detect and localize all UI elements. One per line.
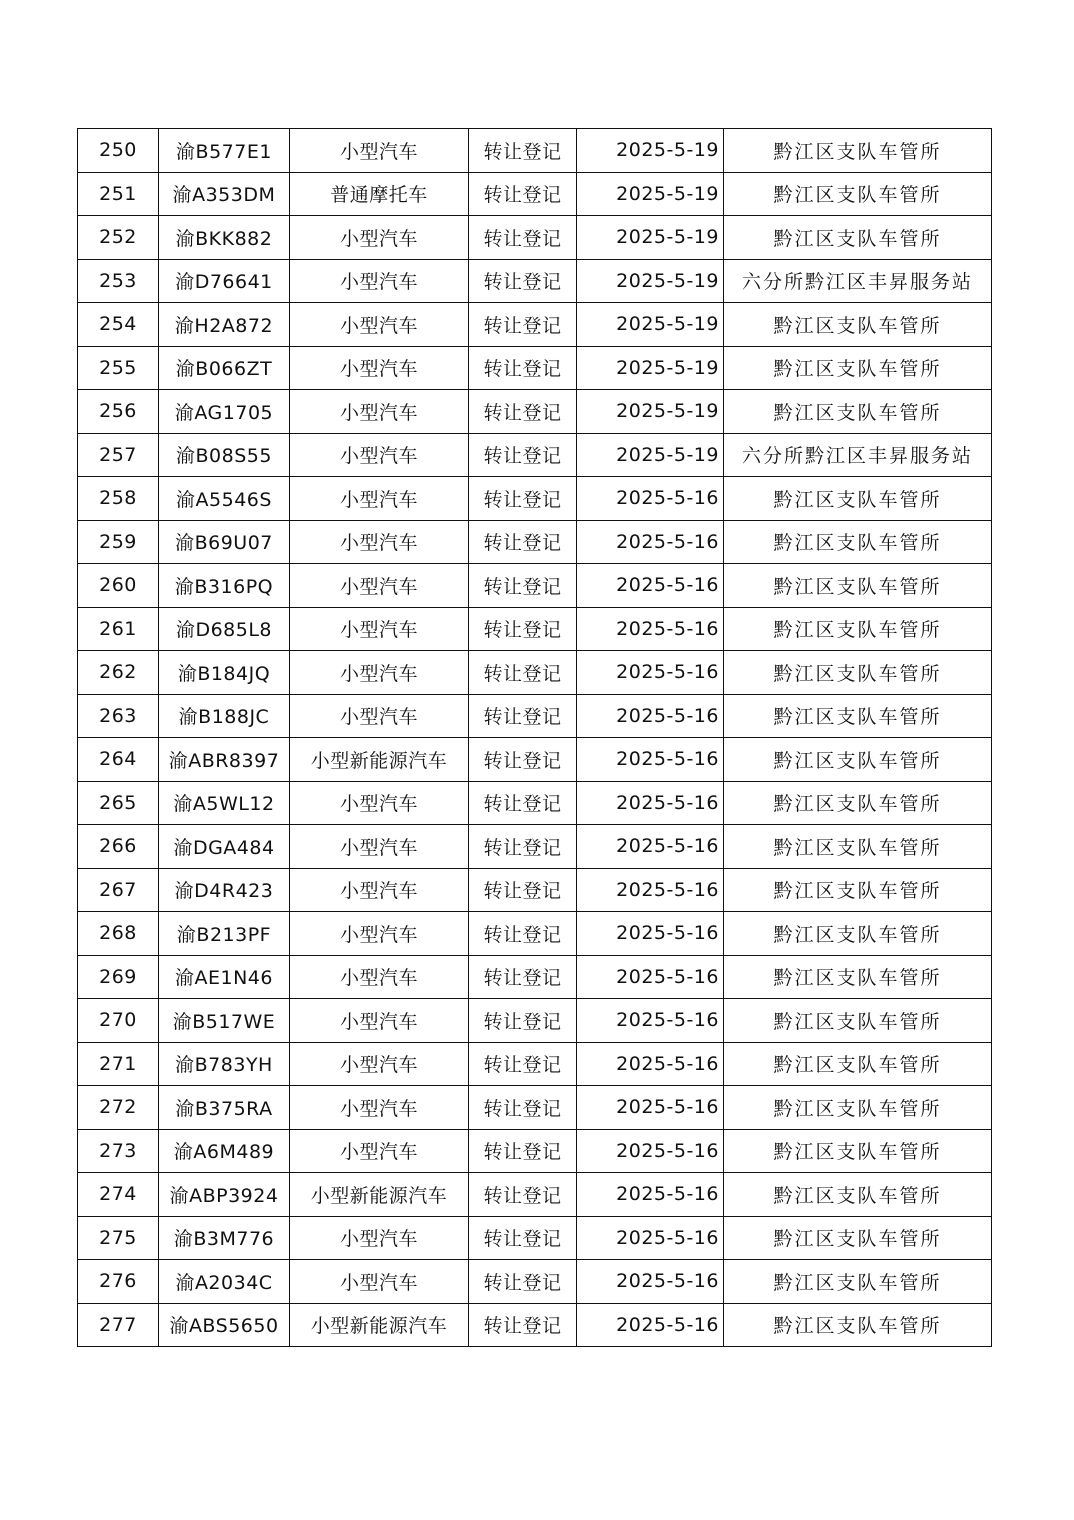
row-number-cell: 251 (78, 172, 159, 216)
handling-office-cell: 黔江区支队车管所 (724, 1042, 992, 1086)
row-number-cell: 258 (78, 477, 159, 521)
row-number-cell: 269 (78, 955, 159, 999)
registration-date-cell: 2025-5-16 (577, 1216, 724, 1260)
registration-date-cell: 2025-5-16 (577, 999, 724, 1043)
business-type-cell: 转让登记 (469, 825, 577, 869)
vehicle-type-cell: 小型新能源汽车 (290, 738, 469, 782)
business-type-cell: 转让登记 (469, 607, 577, 651)
vehicle-type-cell: 小型汽车 (290, 1260, 469, 1304)
vehicle-type-cell: 小型汽车 (290, 868, 469, 912)
row-number-cell: 271 (78, 1042, 159, 1086)
table-row (78, 1086, 992, 1130)
table-body (78, 129, 992, 1347)
vehicle-type-cell: 小型汽车 (290, 1086, 469, 1130)
business-type-cell: 转让登记 (469, 781, 577, 825)
plate-number-cell: 渝B316PQ (159, 564, 290, 608)
business-type-cell: 转让登记 (469, 1260, 577, 1304)
handling-office-cell: 黔江区支队车管所 (724, 912, 992, 956)
row-number-cell: 264 (78, 738, 159, 782)
plate-number-cell: 渝B69U07 (159, 520, 290, 564)
handling-office-cell: 黔江区支队车管所 (724, 172, 992, 216)
row-number-cell: 270 (78, 999, 159, 1043)
vehicle-type-cell: 小型汽车 (290, 1216, 469, 1260)
business-type-cell: 转让登记 (469, 1129, 577, 1173)
plate-number-cell: 渝AG1705 (159, 390, 290, 434)
row-number-cell: 267 (78, 868, 159, 912)
handling-office-cell: 黔江区支队车管所 (724, 346, 992, 390)
table-row (78, 129, 992, 173)
table-row (78, 390, 992, 434)
business-type-cell: 转让登记 (469, 259, 577, 303)
vehicle-type-cell: 小型汽车 (290, 781, 469, 825)
business-type-cell: 转让登记 (469, 172, 577, 216)
vehicle-type-cell: 小型汽车 (290, 303, 469, 347)
business-type-cell: 转让登记 (469, 129, 577, 173)
table-row (78, 694, 992, 738)
handling-office-cell: 六分所黔江区丰昇服务站 (724, 433, 992, 477)
business-type-cell: 转让登记 (469, 1216, 577, 1260)
business-type-cell: 转让登记 (469, 1173, 577, 1217)
registration-date-cell: 2025-5-16 (577, 694, 724, 738)
registration-date-cell: 2025-5-19 (577, 172, 724, 216)
business-type-cell: 转让登记 (469, 346, 577, 390)
handling-office-cell: 黔江区支队车管所 (724, 1086, 992, 1130)
handling-office-cell: 黔江区支队车管所 (724, 738, 992, 782)
registration-date-cell: 2025-5-16 (577, 781, 724, 825)
business-type-cell: 转让登记 (469, 1303, 577, 1347)
registration-date-cell: 2025-5-16 (577, 868, 724, 912)
registration-date-cell: 2025-5-16 (577, 912, 724, 956)
plate-number-cell: 渝B066ZT (159, 346, 290, 390)
row-number-cell: 268 (78, 912, 159, 956)
row-number-cell: 253 (78, 259, 159, 303)
plate-number-cell: 渝D76641 (159, 259, 290, 303)
table-row (78, 433, 992, 477)
vehicle-type-cell: 小型汽车 (290, 694, 469, 738)
table-row (78, 1216, 992, 1260)
plate-number-cell: 渝A6M489 (159, 1129, 290, 1173)
row-number-cell: 277 (78, 1303, 159, 1347)
handling-office-cell: 黔江区支队车管所 (724, 1216, 992, 1260)
vehicle-type-cell: 小型新能源汽车 (290, 1173, 469, 1217)
vehicle-type-cell: 小型汽车 (290, 390, 469, 434)
table-row (78, 1303, 992, 1347)
vehicle-type-cell: 小型汽车 (290, 216, 469, 260)
row-number-cell: 263 (78, 694, 159, 738)
vehicle-type-cell: 小型汽车 (290, 129, 469, 173)
registration-date-cell: 2025-5-19 (577, 129, 724, 173)
registration-date-cell: 2025-5-16 (577, 1042, 724, 1086)
registration-date-cell: 2025-5-16 (577, 1303, 724, 1347)
business-type-cell: 转让登记 (469, 477, 577, 521)
vehicle-type-cell: 小型汽车 (290, 520, 469, 564)
business-type-cell: 转让登记 (469, 390, 577, 434)
row-number-cell: 273 (78, 1129, 159, 1173)
handling-office-cell: 黔江区支队车管所 (724, 999, 992, 1043)
vehicle-type-cell: 小型新能源汽车 (290, 1303, 469, 1347)
business-type-cell: 转让登记 (469, 694, 577, 738)
table-row (78, 955, 992, 999)
plate-number-cell: 渝A5546S (159, 477, 290, 521)
table-row (78, 1042, 992, 1086)
business-type-cell: 转让登记 (469, 738, 577, 782)
table-row (78, 172, 992, 216)
registration-date-cell: 2025-5-19 (577, 259, 724, 303)
table-row (78, 303, 992, 347)
vehicle-type-cell: 小型汽车 (290, 999, 469, 1043)
row-number-cell: 261 (78, 607, 159, 651)
business-type-cell: 转让登记 (469, 999, 577, 1043)
plate-number-cell: 渝B213PF (159, 912, 290, 956)
registration-date-cell: 2025-5-16 (577, 564, 724, 608)
registration-date-cell: 2025-5-16 (577, 1086, 724, 1130)
registration-date-cell: 2025-5-16 (577, 607, 724, 651)
plate-number-cell: 渝H2A872 (159, 303, 290, 347)
plate-number-cell: 渝AE1N46 (159, 955, 290, 999)
business-type-cell: 转让登记 (469, 520, 577, 564)
handling-office-cell: 六分所黔江区丰昇服务站 (724, 259, 992, 303)
registration-date-cell: 2025-5-16 (577, 1173, 724, 1217)
plate-number-cell: 渝B517WE (159, 999, 290, 1043)
table-row (78, 607, 992, 651)
row-number-cell: 275 (78, 1216, 159, 1260)
plate-number-cell: 渝A353DM (159, 172, 290, 216)
vehicle-type-cell: 小型汽车 (290, 651, 469, 695)
plate-number-cell: 渝B783YH (159, 1042, 290, 1086)
table-row (78, 868, 992, 912)
business-type-cell: 转让登记 (469, 564, 577, 608)
row-number-cell: 262 (78, 651, 159, 695)
table-row (78, 651, 992, 695)
handling-office-cell: 黔江区支队车管所 (724, 129, 992, 173)
plate-number-cell: 渝B577E1 (159, 129, 290, 173)
registration-date-cell: 2025-5-16 (577, 651, 724, 695)
row-number-cell: 272 (78, 1086, 159, 1130)
plate-number-cell: 渝A5WL12 (159, 781, 290, 825)
registration-date-cell: 2025-5-16 (577, 477, 724, 521)
handling-office-cell: 黔江区支队车管所 (724, 607, 992, 651)
vehicle-type-cell: 小型汽车 (290, 433, 469, 477)
table-row (78, 781, 992, 825)
business-type-cell: 转让登记 (469, 955, 577, 999)
row-number-cell: 252 (78, 216, 159, 260)
plate-number-cell: 渝B188JC (159, 694, 290, 738)
handling-office-cell: 黔江区支队车管所 (724, 390, 992, 434)
handling-office-cell: 黔江区支队车管所 (724, 825, 992, 869)
plate-number-cell: 渝BKK882 (159, 216, 290, 260)
registration-date-cell: 2025-5-16 (577, 1129, 724, 1173)
handling-office-cell: 黔江区支队车管所 (724, 1129, 992, 1173)
registration-date-cell: 2025-5-19 (577, 433, 724, 477)
registration-date-cell: 2025-5-16 (577, 955, 724, 999)
table-row (78, 825, 992, 869)
table-row (78, 1260, 992, 1304)
handling-office-cell: 黔江区支队车管所 (724, 477, 992, 521)
vehicle-type-cell: 小型汽车 (290, 564, 469, 608)
handling-office-cell: 黔江区支队车管所 (724, 694, 992, 738)
plate-number-cell: 渝ABR8397 (159, 738, 290, 782)
vehicle-type-cell: 小型汽车 (290, 346, 469, 390)
plate-number-cell: 渝ABS5650 (159, 1303, 290, 1347)
table-row (78, 912, 992, 956)
vehicle-type-cell: 小型汽车 (290, 1129, 469, 1173)
handling-office-cell: 黔江区支队车管所 (724, 1260, 992, 1304)
handling-office-cell: 黔江区支队车管所 (724, 303, 992, 347)
plate-number-cell: 渝A2034C (159, 1260, 290, 1304)
handling-office-cell: 黔江区支队车管所 (724, 1173, 992, 1217)
row-number-cell: 259 (78, 520, 159, 564)
row-number-cell: 254 (78, 303, 159, 347)
table-row (78, 999, 992, 1043)
vehicle-type-cell: 小型汽车 (290, 825, 469, 869)
business-type-cell: 转让登记 (469, 216, 577, 260)
handling-office-cell: 黔江区支队车管所 (724, 955, 992, 999)
business-type-cell: 转让登记 (469, 1086, 577, 1130)
registration-date-cell: 2025-5-16 (577, 520, 724, 564)
handling-office-cell: 黔江区支队车管所 (724, 781, 992, 825)
registration-date-cell: 2025-5-19 (577, 303, 724, 347)
plate-number-cell: 渝DGA484 (159, 825, 290, 869)
vehicle-type-cell: 普通摩托车 (290, 172, 469, 216)
business-type-cell: 转让登记 (469, 1042, 577, 1086)
business-type-cell: 转让登记 (469, 868, 577, 912)
row-number-cell: 250 (78, 129, 159, 173)
business-type-cell: 转让登记 (469, 912, 577, 956)
table-row (78, 1173, 992, 1217)
plate-number-cell: 渝B3M776 (159, 1216, 290, 1260)
handling-office-cell: 黔江区支队车管所 (724, 868, 992, 912)
business-type-cell: 转让登记 (469, 433, 577, 477)
vehicle-type-cell: 小型汽车 (290, 477, 469, 521)
row-number-cell: 276 (78, 1260, 159, 1304)
table-row (78, 259, 992, 303)
handling-office-cell: 黔江区支队车管所 (724, 216, 992, 260)
table-row (78, 520, 992, 564)
row-number-cell: 274 (78, 1173, 159, 1217)
plate-number-cell: 渝B184JQ (159, 651, 290, 695)
business-type-cell: 转让登记 (469, 651, 577, 695)
row-number-cell: 257 (78, 433, 159, 477)
registration-date-cell: 2025-5-16 (577, 738, 724, 782)
plate-number-cell: 渝B08S55 (159, 433, 290, 477)
vehicle-type-cell: 小型汽车 (290, 607, 469, 651)
plate-number-cell: 渝ABP3924 (159, 1173, 290, 1217)
table-row (78, 738, 992, 782)
handling-office-cell: 黔江区支队车管所 (724, 1303, 992, 1347)
table-row (78, 564, 992, 608)
registration-date-cell: 2025-5-19 (577, 390, 724, 434)
plate-number-cell: 渝D4R423 (159, 868, 290, 912)
row-number-cell: 265 (78, 781, 159, 825)
handling-office-cell: 黔江区支队车管所 (724, 564, 992, 608)
vehicle-type-cell: 小型汽车 (290, 912, 469, 956)
vehicle-type-cell: 小型汽车 (290, 955, 469, 999)
row-number-cell: 255 (78, 346, 159, 390)
row-number-cell: 266 (78, 825, 159, 869)
table-row (78, 1129, 992, 1173)
vehicle-type-cell: 小型汽车 (290, 1042, 469, 1086)
table-row (78, 346, 992, 390)
table-row (78, 216, 992, 260)
handling-office-cell: 黔江区支队车管所 (724, 520, 992, 564)
business-type-cell: 转让登记 (469, 303, 577, 347)
vehicle-type-cell: 小型汽车 (290, 259, 469, 303)
registration-date-cell: 2025-5-19 (577, 216, 724, 260)
registration-date-cell: 2025-5-16 (577, 825, 724, 869)
registration-date-cell: 2025-5-16 (577, 1260, 724, 1304)
plate-number-cell: 渝B375RA (159, 1086, 290, 1130)
plate-number-cell: 渝D685L8 (159, 607, 290, 651)
registration-date-cell: 2025-5-19 (577, 346, 724, 390)
row-number-cell: 260 (78, 564, 159, 608)
handling-office-cell: 黔江区支队车管所 (724, 651, 992, 695)
row-number-cell: 256 (78, 390, 159, 434)
table-row (78, 477, 992, 521)
vehicle-transfer-table (77, 128, 992, 1347)
